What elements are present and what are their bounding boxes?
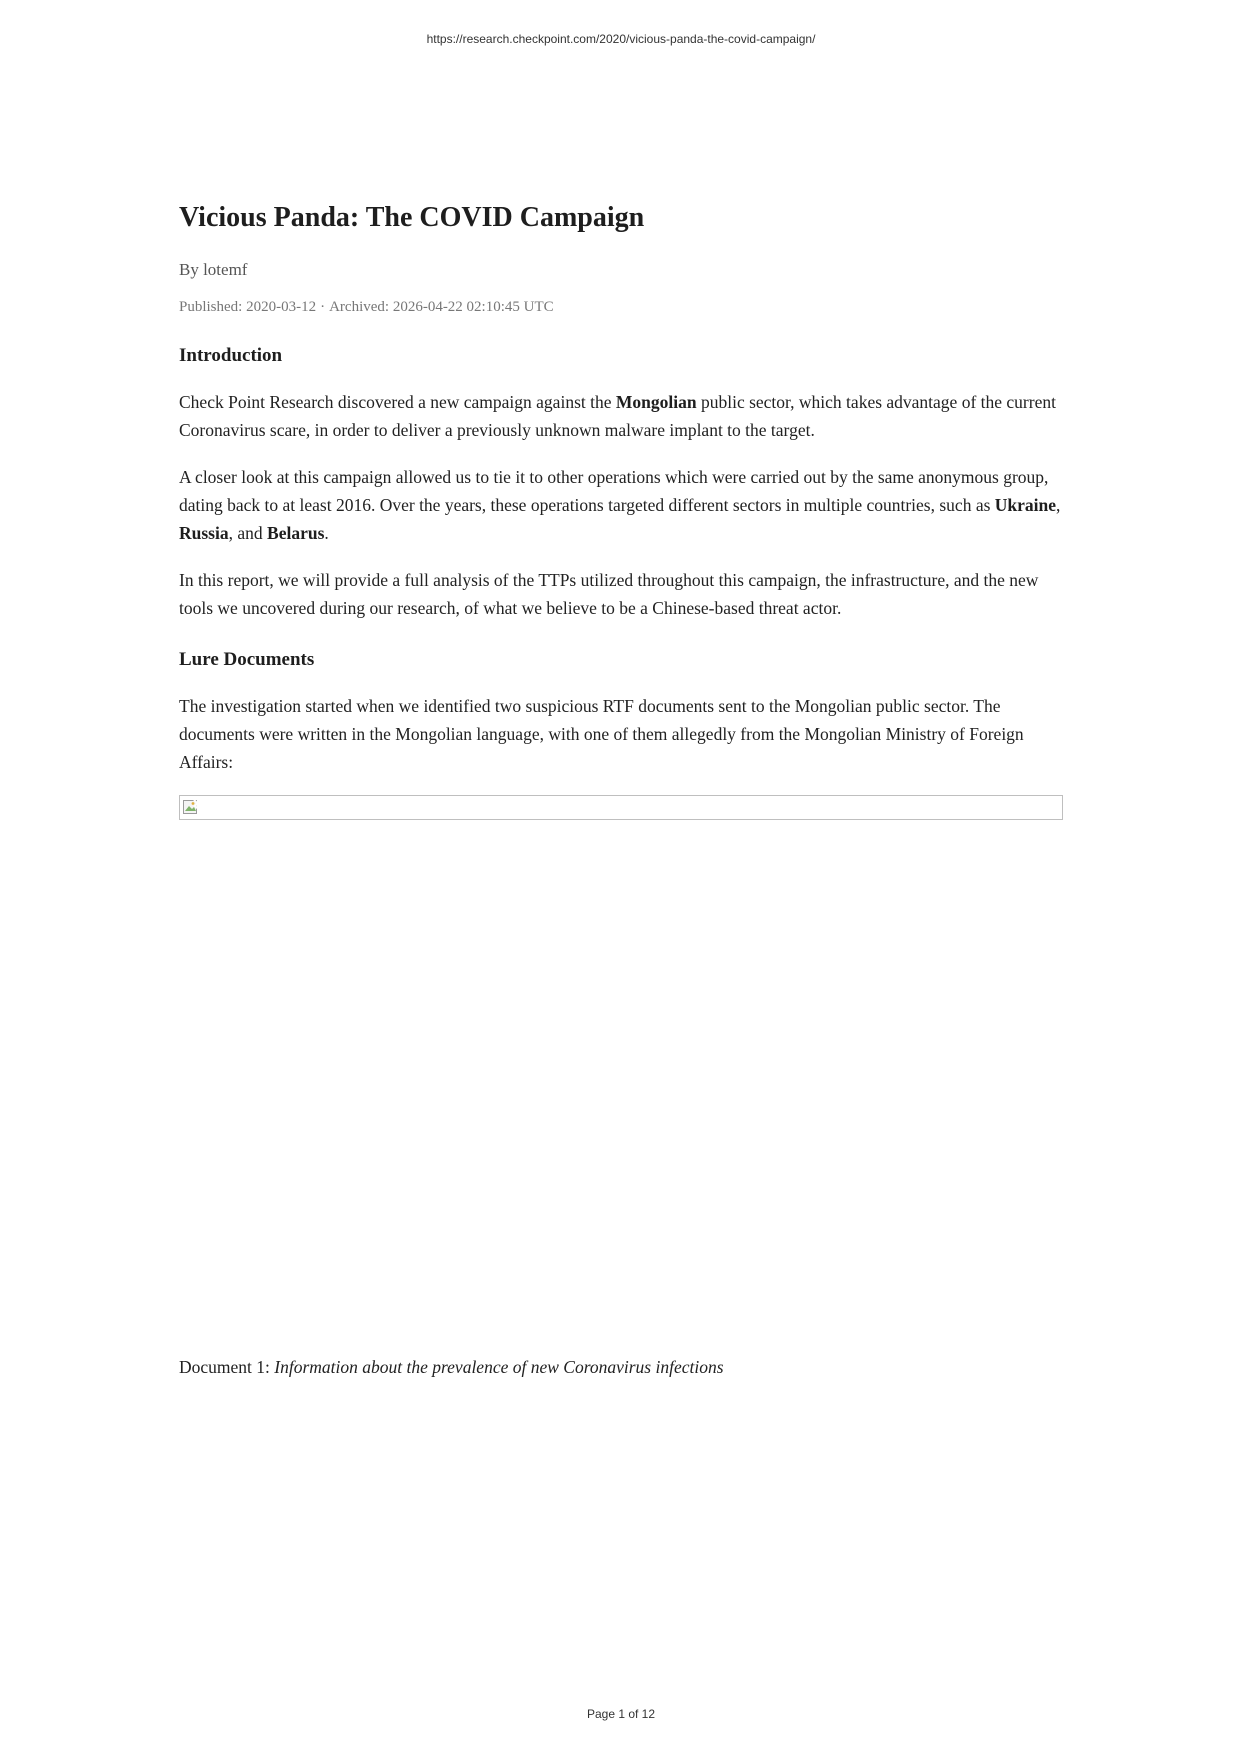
lure-paragraph-1: The investigation started when we identified two suspicious RTF documents sent to the Mongolian public sector. The documents were written in the Mongolian language, with one of them allegedly from the Mongolian Ministry of Foreign Affairs: xyxy=(179,696,1024,772)
period: . xyxy=(324,523,329,543)
article xyxy=(179,196,1063,820)
page-number: Page 1 of 12 xyxy=(586,1707,656,1721)
published-date: Published: 2020-03-12 xyxy=(179,299,317,315)
figure-caption xyxy=(179,1353,724,1381)
and-text: , and xyxy=(228,523,268,543)
caption-label: Document 1: xyxy=(179,1357,275,1377)
archived-date: Archived: 2026-04-22 02:10:45 UTC xyxy=(329,299,554,315)
heading-introduction: Introduction xyxy=(179,345,283,366)
intro-paragraph-3: In this report, we will provide a full analysis of the TTPs utilized throughout this campaign, the infrastructure, and the new tools we uncovered during our research, of what we believe to be a Chinese-based threat actor. xyxy=(179,570,1039,618)
article-title: Vicious Panda: The COVID Campaign xyxy=(179,202,645,233)
intro-p1-bold: Mongolian xyxy=(615,392,697,412)
byline: By lotemf xyxy=(179,260,248,279)
intro-paragraph-1 xyxy=(179,388,1063,444)
intro-paragraph-2 xyxy=(179,463,1063,547)
intro-p1-text-end: public sector, which takes advantage of the current Coronavirus scare, in order to deliver a previously unknown malware implant to the target. xyxy=(179,392,1056,440)
country-russia: Russia xyxy=(179,523,229,543)
broken-image-icon xyxy=(182,798,200,816)
caption-title: Information about the prevalence of new Coronavirus infections xyxy=(274,1357,724,1377)
date-separator: · xyxy=(320,299,326,315)
page-url: https://research.checkpoint.com/2020/vicious-panda-the-covid-campaign/ xyxy=(426,32,816,46)
document-image-placeholder xyxy=(179,795,1063,820)
heading-lure-documents: Lure Documents xyxy=(179,649,315,670)
comma: , xyxy=(1056,495,1061,515)
country-ukraine: Ukraine xyxy=(994,495,1057,515)
publication-dates xyxy=(179,296,1063,318)
intro-p2-text: A closer look at this campaign allowed us to tie it to other operations which were carried out by the same anonymous group, dating back to at least 2016. Over the years, these operations targeted different sectors in multiple countries, such as xyxy=(179,467,1049,515)
country-belarus: Belarus xyxy=(267,523,325,543)
intro-p1-text: Check Point Research discovered a new campaign against the xyxy=(179,392,616,412)
